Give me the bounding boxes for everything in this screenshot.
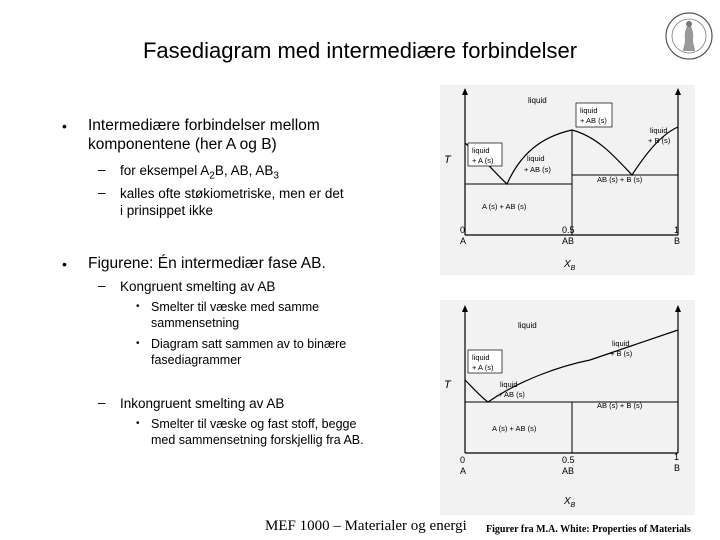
text-line: komponentene (her A og B) bbox=[88, 136, 277, 153]
x-axis-label-main: X bbox=[564, 496, 571, 507]
x-axis-label bbox=[563, 259, 576, 272]
text-line: Smelter til væske med samme bbox=[151, 300, 320, 314]
label-liquid: liquid bbox=[528, 96, 547, 105]
dash-marker: – bbox=[98, 185, 106, 200]
item-text bbox=[151, 299, 319, 331]
small-bullet-dot: • bbox=[136, 338, 140, 349]
tick-05: 0.5 bbox=[562, 455, 575, 465]
label-ab-b: AB (s) + B (s) bbox=[597, 175, 643, 184]
tick-1: 1 bbox=[674, 225, 680, 235]
tick-0: 0 bbox=[460, 225, 466, 235]
dash-marker: – bbox=[98, 278, 106, 293]
sub-bullet-text: Inkongruent smelting av AB bbox=[120, 396, 285, 411]
dash-marker: – bbox=[98, 162, 106, 177]
sub-bullet-text bbox=[120, 162, 279, 185]
text-line: Intermediære forbindelser mellom bbox=[88, 117, 320, 134]
x-axis-label bbox=[563, 496, 576, 509]
axis-t-label: T bbox=[444, 154, 451, 166]
label-liq-a: + A (s) bbox=[472, 156, 494, 165]
label-liq-a: liquid bbox=[472, 146, 490, 155]
tick-0: 0 bbox=[460, 455, 466, 465]
text-segment: for eksempel A bbox=[120, 163, 210, 178]
bullet-text: Figurene: Én intermediær fase AB. bbox=[88, 255, 326, 272]
footer-course: MEF 1000 – Materialer og energi bbox=[265, 518, 467, 534]
text-line: kalles ofte støkiometriske, men er det bbox=[120, 186, 344, 201]
label-liq-ab2: liquid bbox=[527, 154, 545, 163]
subscript: 3 bbox=[273, 170, 279, 182]
tick-ab: AB bbox=[562, 236, 575, 246]
university-seal-icon bbox=[664, 8, 714, 64]
tick-b: B bbox=[674, 463, 681, 473]
small-bullet-dot: • bbox=[136, 418, 140, 429]
sub-bullet-text bbox=[120, 185, 344, 219]
right-axis-arrow bbox=[675, 305, 681, 312]
label-liq-b: + B (s) bbox=[610, 349, 633, 358]
bullet-text bbox=[88, 116, 320, 154]
small-bullet-dot: • bbox=[136, 301, 140, 312]
text-line: i prinsippet ikke bbox=[120, 203, 214, 218]
right-axis-arrow bbox=[675, 88, 681, 95]
label-a-ab: A (s) + AB (s) bbox=[482, 202, 527, 211]
text-line: Diagram satt sammen av to binære bbox=[151, 337, 347, 351]
text-line: Smelter til væske og fast stoff, begge bbox=[151, 417, 357, 431]
footer-credit: Figurer fra M.A. White: Properties of Materials bbox=[486, 524, 691, 535]
text-line: fasediagrammer bbox=[151, 353, 242, 367]
label-liq-a: + A (s) bbox=[472, 363, 494, 372]
tick-05: 0.5 bbox=[562, 225, 575, 235]
axis-t-label: T bbox=[444, 379, 451, 391]
phase-diagram-incongruent bbox=[440, 300, 695, 515]
text-segment: B, AB, AB bbox=[214, 163, 274, 178]
y-axis-arrow bbox=[462, 305, 468, 312]
slide-title: Fasediagram med intermediære forbindelser bbox=[142, 38, 578, 63]
y-axis-arrow bbox=[462, 88, 468, 95]
item-text bbox=[151, 336, 346, 368]
label-liq-ab2: + AB (s) bbox=[524, 165, 551, 174]
x-axis-label-main: X bbox=[564, 259, 571, 270]
label-liq-ab: liquid bbox=[500, 380, 518, 389]
tick-b: B bbox=[674, 236, 681, 246]
label-liq-b: liquid bbox=[650, 126, 668, 135]
subscript: 2 bbox=[209, 170, 215, 182]
text-line: sammensetning bbox=[151, 316, 240, 330]
phase-diagram-congruent bbox=[440, 85, 695, 275]
tick-a: A bbox=[460, 466, 467, 476]
text-line: med sammensetning forskjellig fra AB. bbox=[151, 433, 364, 447]
label-ab-b: AB (s) + B (s) bbox=[597, 401, 643, 410]
label-liq-a: liquid bbox=[472, 353, 490, 362]
item-text bbox=[151, 416, 364, 448]
x-axis-label-sub: B bbox=[570, 502, 576, 509]
bullet-dot: • bbox=[62, 256, 67, 272]
label-liquid: liquid bbox=[518, 321, 537, 330]
label-liq-ab: + AB (s) bbox=[498, 390, 525, 399]
label-a-ab: A (s) + AB (s) bbox=[492, 424, 537, 433]
label-liq-ab: + AB (s) bbox=[580, 116, 607, 125]
label-liq-b: liquid bbox=[612, 339, 630, 348]
x-axis-label-sub: B bbox=[570, 265, 576, 272]
sub-bullet-text: Kongruent smelting av AB bbox=[120, 279, 276, 294]
bullet-dot: • bbox=[62, 118, 67, 134]
tick-a: A bbox=[460, 236, 467, 246]
label-liq-b: + B (s) bbox=[648, 136, 671, 145]
tick-ab: AB bbox=[562, 466, 575, 476]
dash-marker: – bbox=[98, 395, 106, 410]
tick-1: 1 bbox=[674, 452, 680, 462]
label-liq-ab: liquid bbox=[580, 106, 598, 115]
